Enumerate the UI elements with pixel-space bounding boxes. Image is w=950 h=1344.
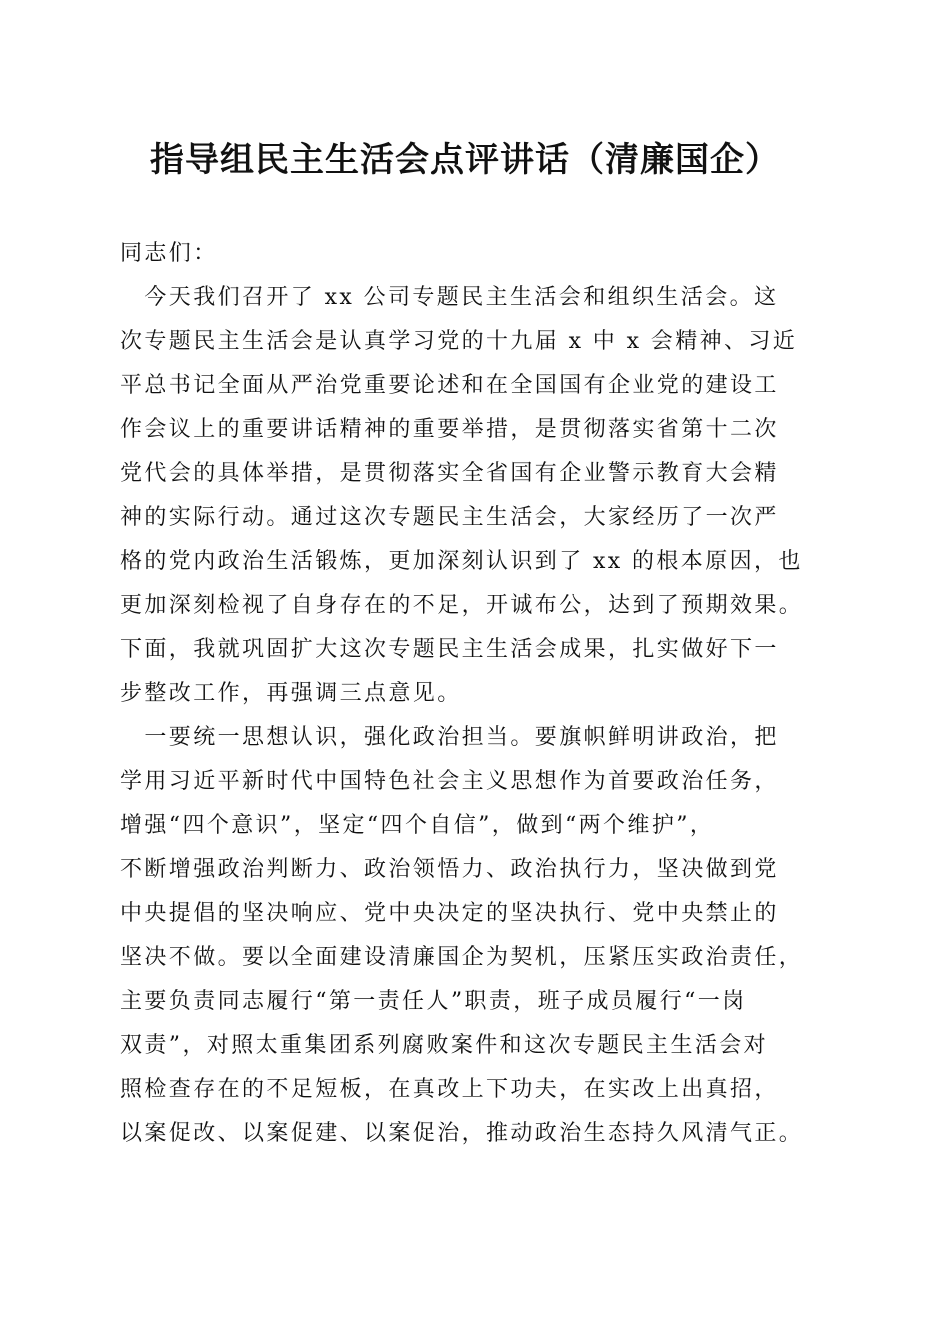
document-body [120, 232, 840, 1156]
paragraph-line: 学用习近平新时代中国特色社会主义思想作为首要政治任务， [120, 769, 779, 794]
paragraph-line: 党代会的具体举措，是贯彻落实全省国有企业警示教育大会精 [120, 461, 779, 486]
document-title: 指导组民主生活会点评讲话（清廉国企） [150, 140, 780, 180]
paragraph-line: 今天我们召开了 xx 公司专题民主生活会和组织生活会。这 [120, 285, 779, 310]
paragraph-line: 双责”，对照太重集团系列腐败案件和这次专题民主生活会对 [120, 1033, 769, 1058]
paragraph-line: 步整改工作，再强调三点意见。 [120, 681, 462, 706]
paragraph-line: 神的实际行动。通过这次专题民主生活会，大家经历了一次严 [120, 505, 779, 530]
paragraph-line: 中央提倡的坚决响应、党中央决定的坚决执行、党中央禁止的 [120, 901, 779, 926]
paragraph-line: 主要负责同志履行“第一责任人”职责，班子成员履行“一岗 [120, 989, 747, 1014]
paragraph-line: 增强“四个意识”，坚定“四个自信”，做到“两个维护”， [120, 813, 715, 838]
paragraph-line: 作会议上的重要讲话精神的重要举措，是贯彻落实省第十二次 [120, 417, 779, 442]
paragraph-line: 次专题民主生活会是认真学习党的十九届 x 中 x 会精神、习近 [120, 329, 798, 354]
salutation-line: 同志们： [120, 241, 218, 266]
paragraph-line: 更加深刻检视了自身存在的不足，开诚布公，达到了预期效果。 [120, 593, 804, 618]
paragraph-line: 以案促改、以案促建、以案促治，推动政治生态持久风清气正。 [120, 1121, 804, 1146]
paragraph-line: 一要统一思想认识，强化政治担当。要旗帜鲜明讲政治，把 [120, 725, 779, 750]
paragraph-line: 不断增强政治判断力、政治领悟力、政治执行力，坚决做到党 [120, 857, 779, 882]
paragraph-line: 格的党内政治生活锻炼，更加深刻认识到了 xx 的根本原因，也 [120, 549, 803, 574]
paragraph-line: 坚决不做。要以全面建设清廉国企为契机，压紧压实政治责任， [120, 945, 804, 970]
paragraph-line: 照检查存在的不足短板，在真改上下功夫，在实改上出真招， [120, 1077, 779, 1102]
paragraph-line: 下面，我就巩固扩大这次专题民主生活会成果，扎实做好下一 [120, 637, 779, 662]
paragraph-line: 平总书记全面从严治党重要论述和在全国国有企业党的建设工 [120, 373, 779, 398]
